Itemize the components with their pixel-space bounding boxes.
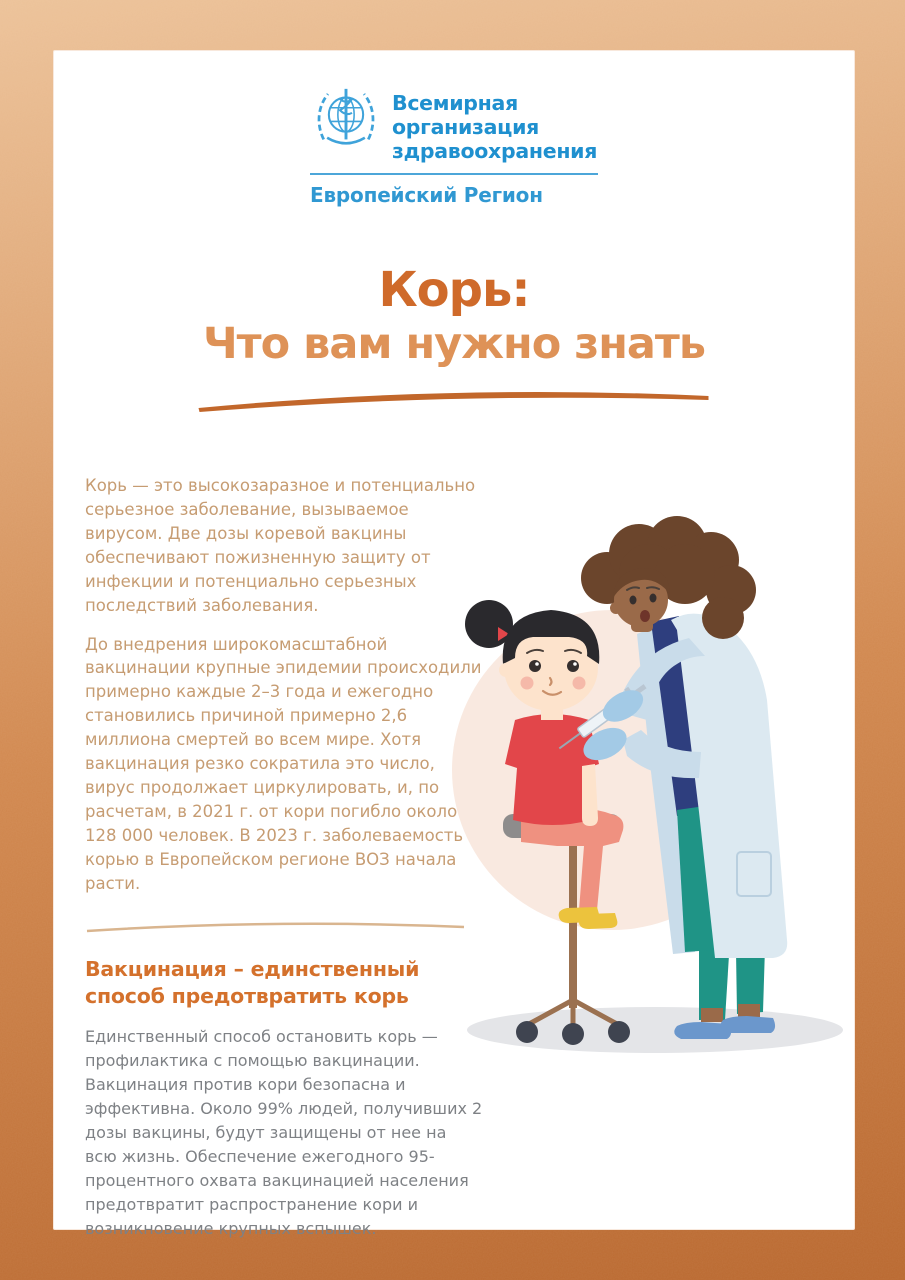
- section-divider-stroke: [85, 918, 467, 934]
- title-line1: Корь:: [378, 262, 530, 318]
- who-emblem-icon: [310, 84, 382, 152]
- poster-card: [53, 50, 855, 1239]
- title-underline-stroke: [197, 386, 712, 412]
- text-column: [85, 474, 483, 1256]
- intro-paragraph: Корь — это высокозаразное и потенциально серьезное заболевание, вызываемое вирусом. Две дозы коревой вакцины обеспечивают пожизненную защиту от инфекции и потенциально серьезных последствий заболевания.: [85, 476, 476, 615]
- logo-divider: [310, 173, 598, 175]
- section-heading: Вакцинация – единственный способ предотвратить корь: [85, 956, 420, 1009]
- page-title: [53, 264, 855, 368]
- region-label: Европейский Регион: [310, 182, 543, 207]
- history-paragraph: До внедрения широкомасштабной вакцинации крупные эпидемии происходили примерно каждые 2–3 года и ежегодно становились причиной примерно 2,6 миллиона смертей во всем мире. Хотя вакцинация резко сократила это число, вирус продолжает циркулировать, и, по расчетам, в 2021 г. от кори погибло около 128 000 человек. В 2023 г. заболеваемость корью в Европейском регионе ВОЗ начала расти.: [85, 634, 482, 893]
- who-logo-row: [310, 84, 598, 164]
- vaccination-illustration: [437, 512, 857, 1070]
- org-name-line2: здравоохранения: [392, 139, 598, 164]
- who-logo-block: [310, 84, 598, 207]
- org-name: [392, 84, 598, 164]
- title-line2: Что вам нужно знать: [202, 318, 706, 369]
- prevention-paragraph: Единственный способ остановить корь — профилактика с помощью вакцинации. Вакцинация против кори безопасна и эффективна. Около 99% людей, получивших 2 дозы вакцины, будут защищены от нее на всю жизнь. Обеспечение ежегодного 95-процентного охвата вакцинацией населения предотвратит распространение кори и возникновение крупных вспышек.: [85, 1027, 483, 1239]
- org-name-line1: Всемирная организация: [392, 91, 539, 140]
- vaccination-scene: [437, 512, 857, 1067]
